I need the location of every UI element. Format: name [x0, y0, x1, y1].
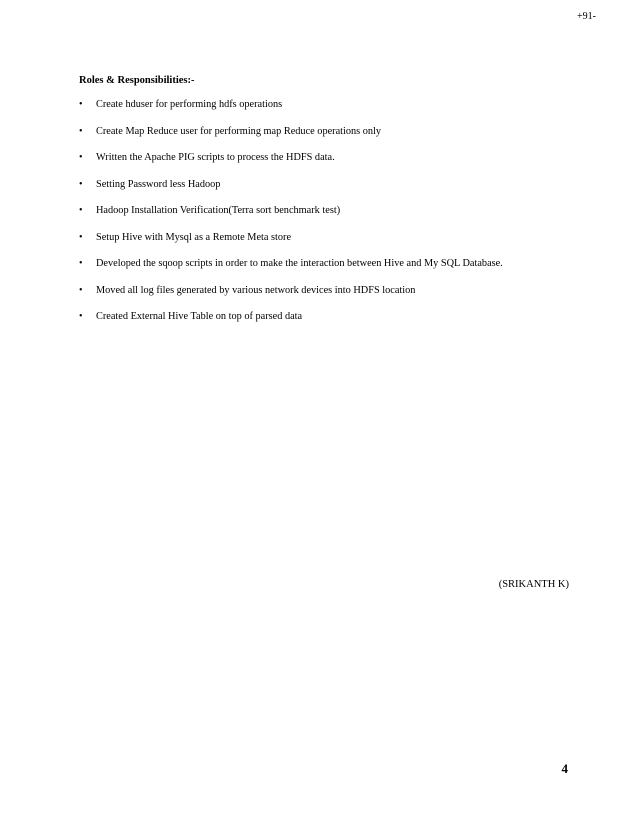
bullet-icon: •: [79, 178, 83, 190]
list-item-text: Written the Apache PIG scripts to process the HDFS data.: [96, 152, 335, 163]
list-item-text: Created External Hive Table on top of parsed data: [96, 311, 303, 322]
list-item-text: Create hduser for performing hdfs operations: [96, 99, 283, 110]
list-item-text: Moved all log files generated by various network devices into HDFS location: [96, 284, 416, 296]
bullet-icon: •: [79, 284, 83, 296]
bullet-icon: •: [79, 258, 83, 269]
header-phone-prefix: +91-: [577, 11, 596, 22]
list-item: [79, 178, 599, 205]
list-item: [79, 151, 599, 178]
author-signature: (SRIKANTH K): [498, 579, 569, 590]
responsibilities-list: [79, 98, 599, 337]
bullet-icon: •: [79, 231, 83, 243]
bullet-icon: •: [79, 152, 83, 163]
bullet-icon: •: [79, 99, 83, 110]
list-item-text: Developed the sqoop scripts in order to make the interaction between Hive and My SQL Database.: [96, 258, 503, 269]
page-number: 4: [561, 761, 568, 776]
list-item-text: Hadoop Installation Verification(Terra sort benchmark test): [96, 205, 341, 216]
list-item: [79, 204, 599, 231]
bullet-icon: •: [79, 311, 83, 322]
list-item: [79, 257, 599, 284]
list-item-text: Setup Hive with Mysql as a Remote Meta store: [96, 231, 292, 243]
list-item: [79, 231, 599, 258]
section-heading: Roles & Responsibilities:-: [79, 75, 195, 86]
list-item: [79, 98, 599, 125]
list-item: [79, 310, 599, 337]
list-item-text: Setting Password less Hadoop: [96, 178, 221, 190]
list-item: [79, 125, 599, 152]
bullet-icon: •: [79, 205, 83, 216]
list-item: [79, 284, 599, 311]
list-item-text: Create Map Reduce user for performing map Reduce operations only: [96, 125, 382, 137]
bullet-icon: •: [79, 125, 83, 137]
